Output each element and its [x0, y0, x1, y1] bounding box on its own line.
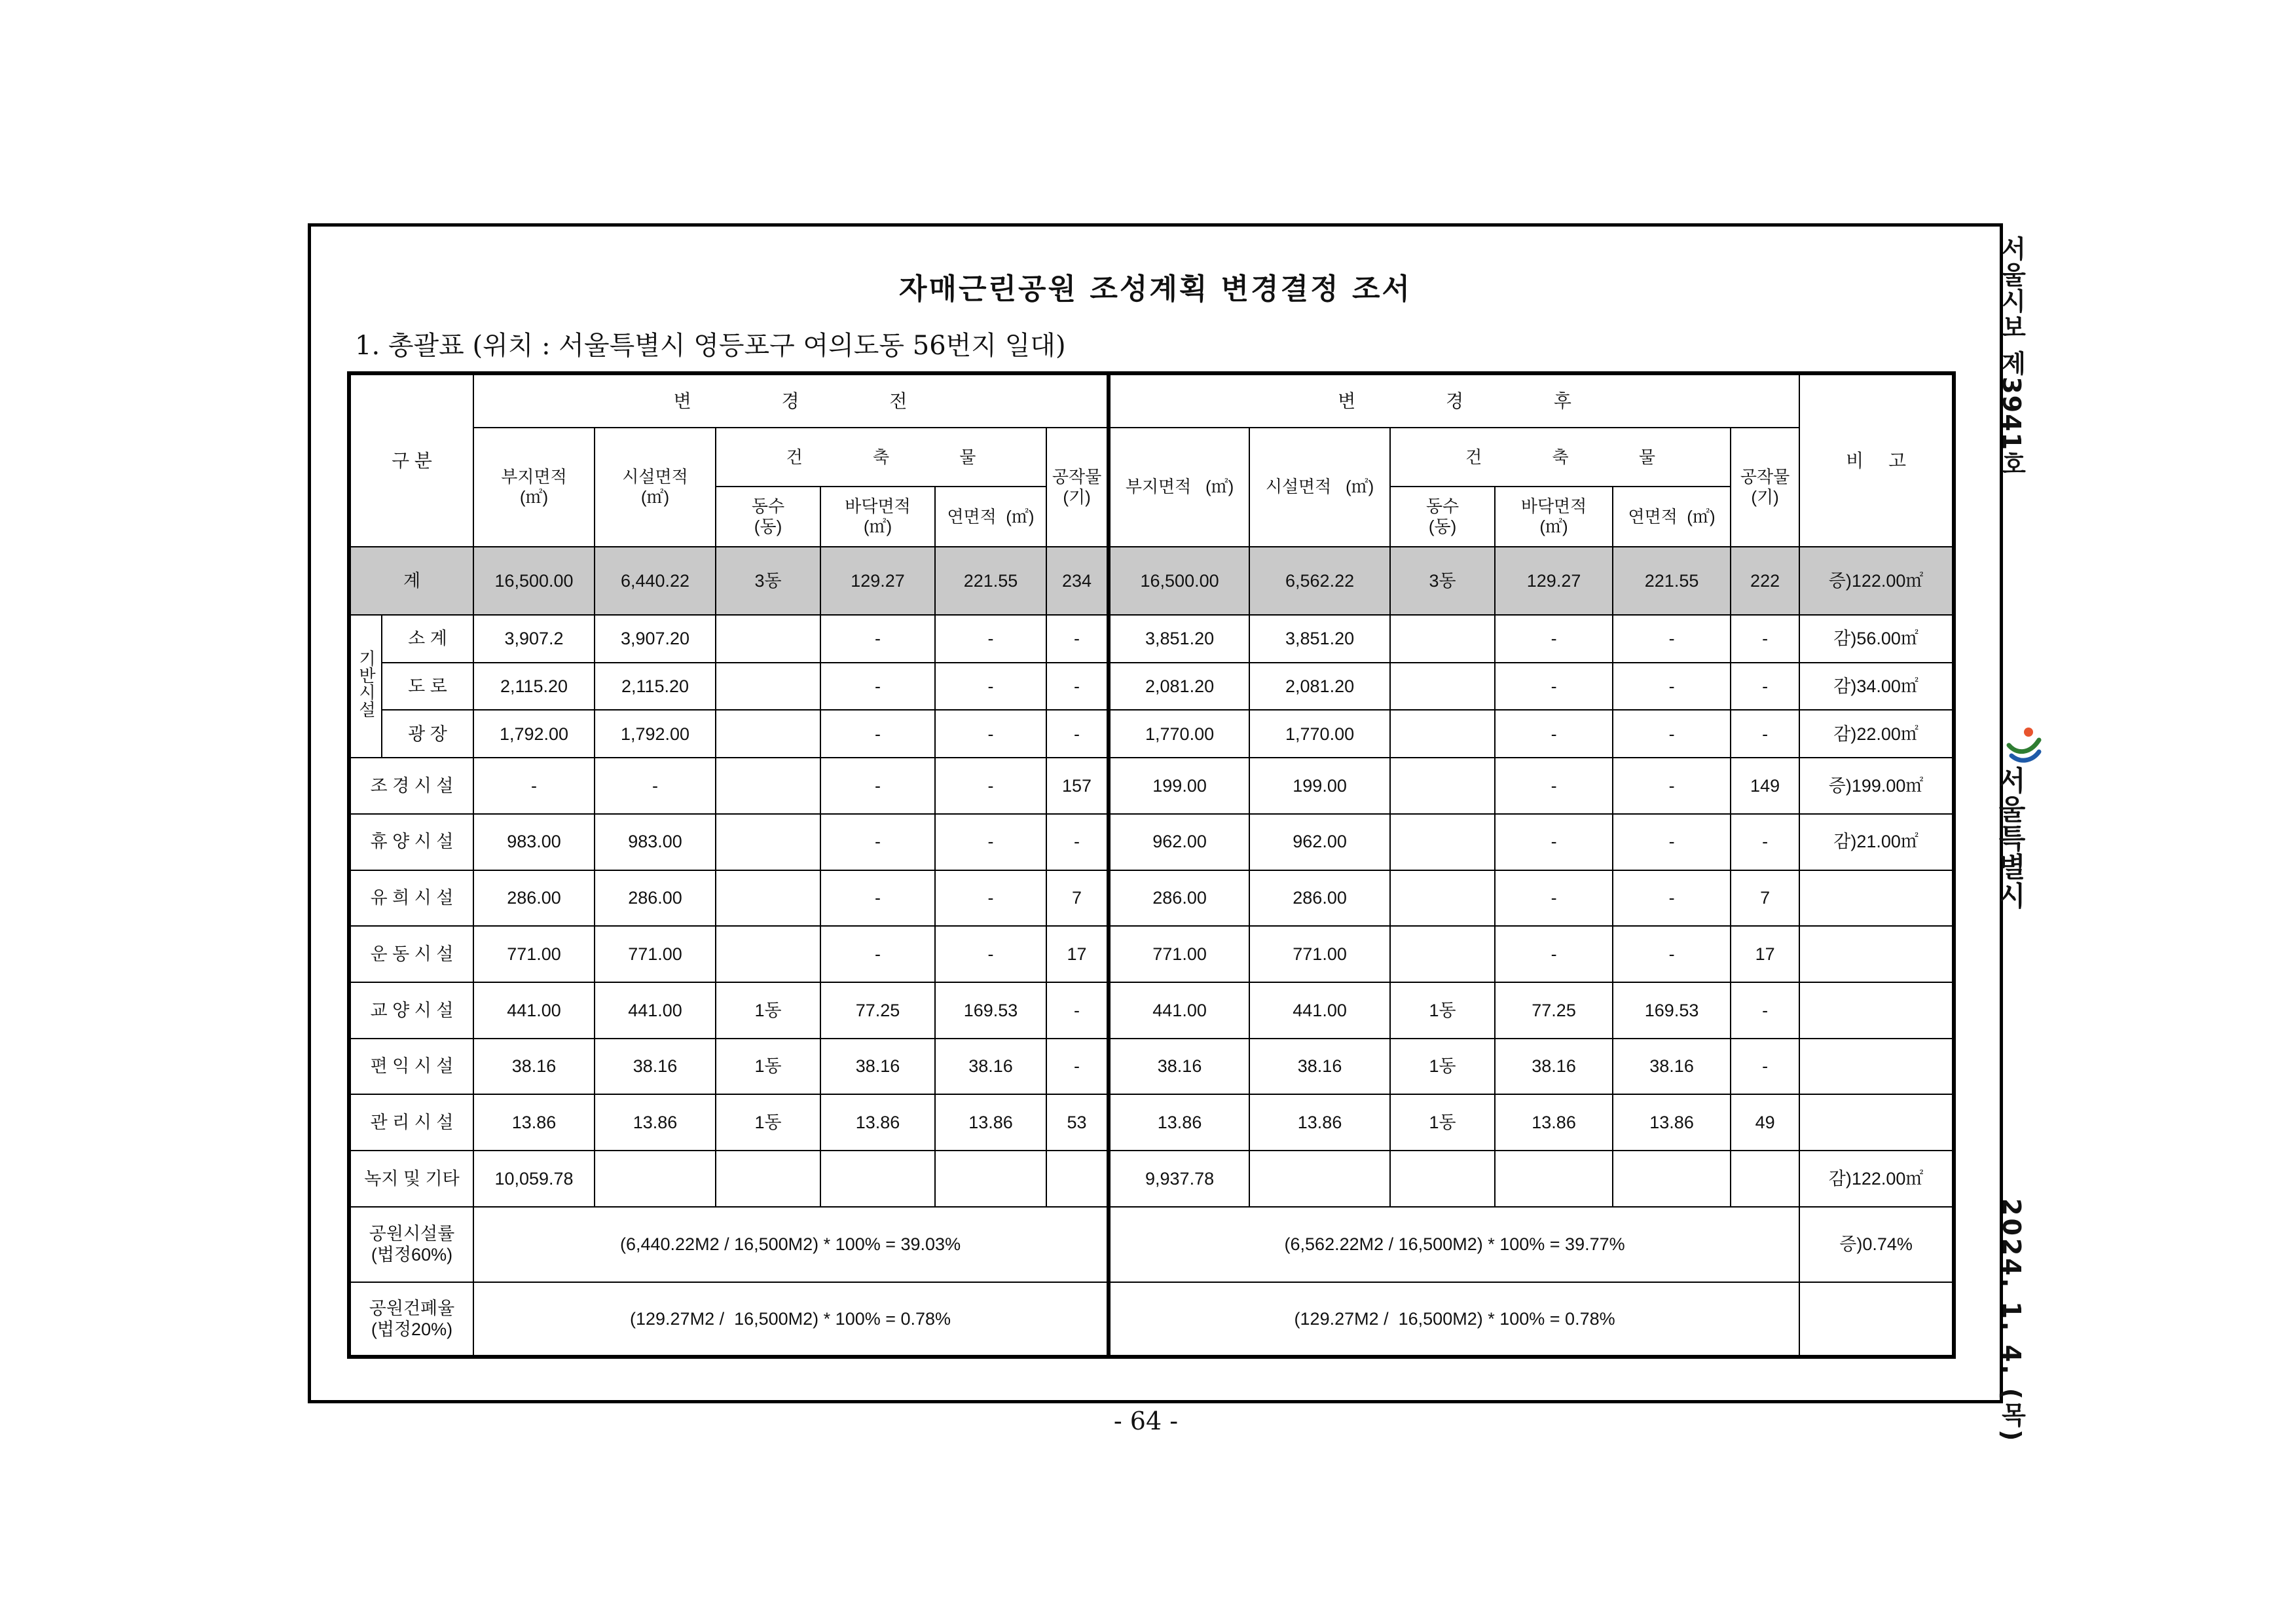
- cell: 169.53: [1613, 982, 1731, 1039]
- cell: 3,907.20: [595, 615, 716, 663]
- cell: 38.16: [935, 1039, 1046, 1095]
- table-row: [349, 663, 1954, 710]
- cell: 2,081.20: [1249, 663, 1390, 710]
- cell: -: [1613, 758, 1731, 814]
- cell: 129.27: [820, 547, 935, 615]
- cell: [1731, 1151, 1799, 1207]
- cell: 221.55: [935, 547, 1046, 615]
- cell: -: [1731, 663, 1799, 710]
- cell: 1동: [1390, 1094, 1495, 1151]
- cell: 983.00: [595, 814, 716, 870]
- cell: -: [1731, 982, 1799, 1039]
- cell: 2,115.20: [473, 663, 595, 710]
- cell: -: [935, 814, 1046, 870]
- cell: 2,115.20: [595, 663, 716, 710]
- cell: -: [1046, 982, 1109, 1039]
- cell: 1동: [716, 982, 820, 1039]
- table-row: [349, 615, 1954, 663]
- cell: [1390, 1151, 1495, 1207]
- ratio-before: (129.27M2 / 16,500M2) * 100% = 0.78%: [473, 1282, 1109, 1357]
- cell: 38.16: [473, 1039, 595, 1095]
- cell: -: [1046, 663, 1109, 710]
- cell: 13.86: [935, 1094, 1046, 1151]
- cell: -: [935, 710, 1046, 758]
- cell: -: [820, 926, 935, 982]
- cell: [716, 870, 820, 927]
- cell: 771.00: [1249, 926, 1390, 982]
- cell: 962.00: [1249, 814, 1390, 870]
- cell: 199.00: [1249, 758, 1390, 814]
- row-label: 교 양 시 설: [349, 982, 473, 1039]
- cell: -: [1046, 814, 1109, 870]
- cell: 1,770.00: [1109, 710, 1249, 758]
- header-after-building: 건 축 물: [1390, 428, 1731, 487]
- table-row: [349, 1039, 1954, 1095]
- cell: 13.86: [595, 1094, 716, 1151]
- cell: -: [1613, 870, 1731, 927]
- cell: 13.86: [1249, 1094, 1390, 1151]
- cell: [1390, 926, 1495, 982]
- cell: -: [1731, 1039, 1799, 1095]
- row-label: 소 계: [382, 615, 473, 663]
- cell: 3동: [1390, 547, 1495, 615]
- header-before-floor-area: 바닥면적 (㎡): [820, 487, 935, 547]
- cell: 3,907.2: [473, 615, 595, 663]
- seoul-logo-icon: [2005, 726, 2043, 767]
- cell: -: [935, 926, 1046, 982]
- remark-cell: [1799, 1094, 1954, 1151]
- gazette-issue: 서울시보 제3941호: [1997, 236, 2026, 477]
- cell: 771.00: [473, 926, 595, 982]
- row-label: 유 희 시 설: [349, 870, 473, 927]
- header-after-count: 동수 (동): [1390, 487, 1495, 547]
- header-category: 구 분: [349, 373, 473, 547]
- header-after-floor-area: 바닥면적 (㎡): [1495, 487, 1613, 547]
- cell: -: [595, 758, 716, 814]
- cell: 49: [1731, 1094, 1799, 1151]
- cell: 3,851.20: [1109, 615, 1249, 663]
- remark-cell: 감)21.00㎡: [1799, 814, 1954, 870]
- header-remarks: 비 고: [1799, 373, 1954, 547]
- header-row: [349, 428, 1954, 487]
- cell: [1046, 1151, 1109, 1207]
- cell: [1390, 663, 1495, 710]
- cell: 7: [1731, 870, 1799, 927]
- cell: -: [1495, 663, 1613, 710]
- cell: 7: [1046, 870, 1109, 927]
- cell: 1동: [716, 1094, 820, 1151]
- remark-cell: [1799, 982, 1954, 1039]
- cell: -: [1495, 710, 1613, 758]
- cell: -: [1495, 615, 1613, 663]
- remark-cell: 증)0.74%: [1799, 1207, 1954, 1282]
- row-label: 계: [349, 547, 473, 615]
- row-label: 관 리 시 설: [349, 1094, 473, 1151]
- cell: 1동: [1390, 982, 1495, 1039]
- cell: -: [820, 615, 935, 663]
- cell: 38.16: [595, 1039, 716, 1095]
- cell: 2,081.20: [1109, 663, 1249, 710]
- row-label: 휴 양 시 설: [349, 814, 473, 870]
- ratio-row: [349, 1282, 1954, 1357]
- cell: [716, 663, 820, 710]
- cell: 13.86: [1613, 1094, 1731, 1151]
- cell: 16,500.00: [1109, 547, 1249, 615]
- row-label: 광 장: [382, 710, 473, 758]
- cell: 286.00: [1249, 870, 1390, 927]
- header-after: 변 경 후: [1109, 373, 1799, 428]
- row-label: 운 동 시 설: [349, 926, 473, 982]
- cell: 3동: [716, 547, 820, 615]
- page-number: - 64 -: [1113, 1407, 1179, 1435]
- cell: -: [935, 663, 1046, 710]
- cell: 222: [1731, 547, 1799, 615]
- cell: 234: [1046, 547, 1109, 615]
- cell: 17: [1046, 926, 1109, 982]
- cell: 771.00: [595, 926, 716, 982]
- cell: 3,851.20: [1249, 615, 1390, 663]
- cell: -: [1046, 710, 1109, 758]
- cell: -: [1046, 1039, 1109, 1095]
- cell: [1390, 710, 1495, 758]
- header-before-site-area: 부지면적 (㎡): [473, 428, 595, 547]
- cell: 38.16: [1249, 1039, 1390, 1095]
- remark-cell: [1799, 1039, 1954, 1095]
- remark-cell: 증)122.00㎡: [1799, 547, 1954, 615]
- cell: [935, 1151, 1046, 1207]
- ratio-row: [349, 1207, 1954, 1282]
- cell: [716, 926, 820, 982]
- remark-cell: 감)34.00㎡: [1799, 663, 1954, 710]
- cell: -: [1495, 758, 1613, 814]
- cell: -: [1613, 814, 1731, 870]
- cell: [595, 1151, 716, 1207]
- ratio-after: (129.27M2 / 16,500M2) * 100% = 0.78%: [1109, 1282, 1799, 1357]
- cell: 6,562.22: [1249, 547, 1390, 615]
- remark-cell: 증)199.00㎡: [1799, 758, 1954, 814]
- cell: 199.00: [1109, 758, 1249, 814]
- table-row: [349, 758, 1954, 814]
- table-row: [349, 1094, 1954, 1151]
- cell: 983.00: [473, 814, 595, 870]
- cell: 13.86: [820, 1094, 935, 1151]
- cell: 441.00: [595, 982, 716, 1039]
- row-label: 편 익 시 설: [349, 1039, 473, 1095]
- cell: 286.00: [473, 870, 595, 927]
- cell: 1,770.00: [1249, 710, 1390, 758]
- cell: 286.00: [1109, 870, 1249, 927]
- table-row: [349, 870, 1954, 927]
- header-before-building: 건 축 물: [716, 428, 1046, 487]
- cell: 1,792.00: [473, 710, 595, 758]
- cell: 157: [1046, 758, 1109, 814]
- cell: -: [1046, 615, 1109, 663]
- cell: [716, 710, 820, 758]
- row-label: 조 경 시 설: [349, 758, 473, 814]
- cell: 441.00: [473, 982, 595, 1039]
- header-before-count: 동수 (동): [716, 487, 820, 547]
- row-label: 공원시설률 (법정60%): [349, 1207, 473, 1282]
- row-label: 공원건폐율 (법정20%): [349, 1282, 473, 1357]
- cell: 286.00: [595, 870, 716, 927]
- cell: [1390, 870, 1495, 927]
- cell: 38.16: [820, 1039, 935, 1095]
- cell: 1동: [1390, 1039, 1495, 1095]
- cell: 16,500.00: [473, 547, 595, 615]
- header-row: [349, 373, 1954, 428]
- cell: 149: [1731, 758, 1799, 814]
- cell: 38.16: [1495, 1039, 1613, 1095]
- cell: [1390, 814, 1495, 870]
- cell: 13.86: [473, 1094, 595, 1151]
- ratio-before: (6,440.22M2 / 16,500M2) * 100% = 39.03%: [473, 1207, 1109, 1282]
- cell: 1,792.00: [595, 710, 716, 758]
- cell: -: [1495, 814, 1613, 870]
- cell: 38.16: [1109, 1039, 1249, 1095]
- cell: -: [1731, 710, 1799, 758]
- header-before-structures: 공작물 (기): [1046, 428, 1109, 547]
- cell: -: [473, 758, 595, 814]
- cell: -: [1495, 926, 1613, 982]
- cell: -: [1731, 615, 1799, 663]
- cell: -: [820, 870, 935, 927]
- cell: -: [1613, 615, 1731, 663]
- header-before: 변 경 전: [473, 373, 1109, 428]
- table-row: [349, 710, 1954, 758]
- cell: 77.25: [820, 982, 935, 1039]
- cell: -: [935, 758, 1046, 814]
- header-before-facility-area: 시설면적 (㎡): [595, 428, 716, 547]
- table-row: [349, 1151, 1954, 1207]
- publication-date: 2024. 1. 4. (목): [1997, 1198, 2026, 1444]
- cell: 771.00: [1109, 926, 1249, 982]
- cell: -: [1613, 710, 1731, 758]
- total-row: [349, 547, 1954, 615]
- city-name: 서울특별시: [1994, 766, 2027, 910]
- cell: [1613, 1151, 1731, 1207]
- cell: 962.00: [1109, 814, 1249, 870]
- cell: 441.00: [1109, 982, 1249, 1039]
- remark-cell: [1799, 926, 1954, 982]
- header-after-site-area: 부지면적 (㎡): [1109, 428, 1249, 547]
- cell: [1249, 1151, 1390, 1207]
- remark-cell: 감)122.00㎡: [1799, 1151, 1954, 1207]
- cell: -: [1731, 814, 1799, 870]
- cell: -: [935, 615, 1046, 663]
- table-row: [349, 982, 1954, 1039]
- cell: -: [1613, 926, 1731, 982]
- remark-cell: 감)22.00㎡: [1799, 710, 1954, 758]
- cell: [716, 814, 820, 870]
- header-after-facility-area: 시설면적 (㎡): [1249, 428, 1390, 547]
- cell: -: [820, 710, 935, 758]
- remark-cell: [1799, 1282, 1954, 1357]
- cell: 1동: [716, 1039, 820, 1095]
- cell: -: [820, 814, 935, 870]
- cell: -: [820, 663, 935, 710]
- remark-cell: 감)56.00㎡: [1799, 615, 1954, 663]
- basic-facilities-label: 기반시설: [349, 615, 382, 758]
- cell: 221.55: [1613, 547, 1731, 615]
- table-row: [349, 926, 1954, 982]
- cell: 9,937.78: [1109, 1151, 1249, 1207]
- cell: [1495, 1151, 1613, 1207]
- cell: 17: [1731, 926, 1799, 982]
- cell: 441.00: [1249, 982, 1390, 1039]
- header-after-structures: 공작물 (기): [1731, 428, 1799, 547]
- cell: -: [1613, 663, 1731, 710]
- cell: -: [1495, 870, 1613, 927]
- document-subtitle: 1. 총괄표 (위치 : 서울특별시 영등포구 여의도동 56번지 일대): [355, 331, 1066, 361]
- remark-cell: [1799, 870, 1954, 927]
- cell: -: [820, 758, 935, 814]
- cell: [716, 758, 820, 814]
- cell: 77.25: [1495, 982, 1613, 1039]
- summary-table: [347, 371, 1956, 1359]
- cell: 13.86: [1495, 1094, 1613, 1151]
- cell: 129.27: [1495, 547, 1613, 615]
- cell: 10,059.78: [473, 1151, 595, 1207]
- cell: 13.86: [1109, 1094, 1249, 1151]
- cell: [820, 1151, 935, 1207]
- cell: [1390, 758, 1495, 814]
- cell: 38.16: [1613, 1039, 1731, 1095]
- document-title: 자매근린공원 조성계획 변경결정 조서: [898, 272, 1412, 306]
- table-row: [349, 814, 1954, 870]
- header-before-total-floor-area: 연면적 (㎡): [935, 487, 1046, 547]
- cell: 53: [1046, 1094, 1109, 1151]
- cell: [716, 615, 820, 663]
- cell: -: [935, 870, 1046, 927]
- header-after-total-floor-area: 연면적 (㎡): [1613, 487, 1731, 547]
- cell: [716, 1151, 820, 1207]
- cell: 169.53: [935, 982, 1046, 1039]
- row-label: 녹지 및 기타: [349, 1151, 473, 1207]
- cell: 6,440.22: [595, 547, 716, 615]
- row-label: 도 로: [382, 663, 473, 710]
- ratio-after: (6,562.22M2 / 16,500M2) * 100% = 39.77%: [1109, 1207, 1799, 1282]
- cell: [1390, 615, 1495, 663]
